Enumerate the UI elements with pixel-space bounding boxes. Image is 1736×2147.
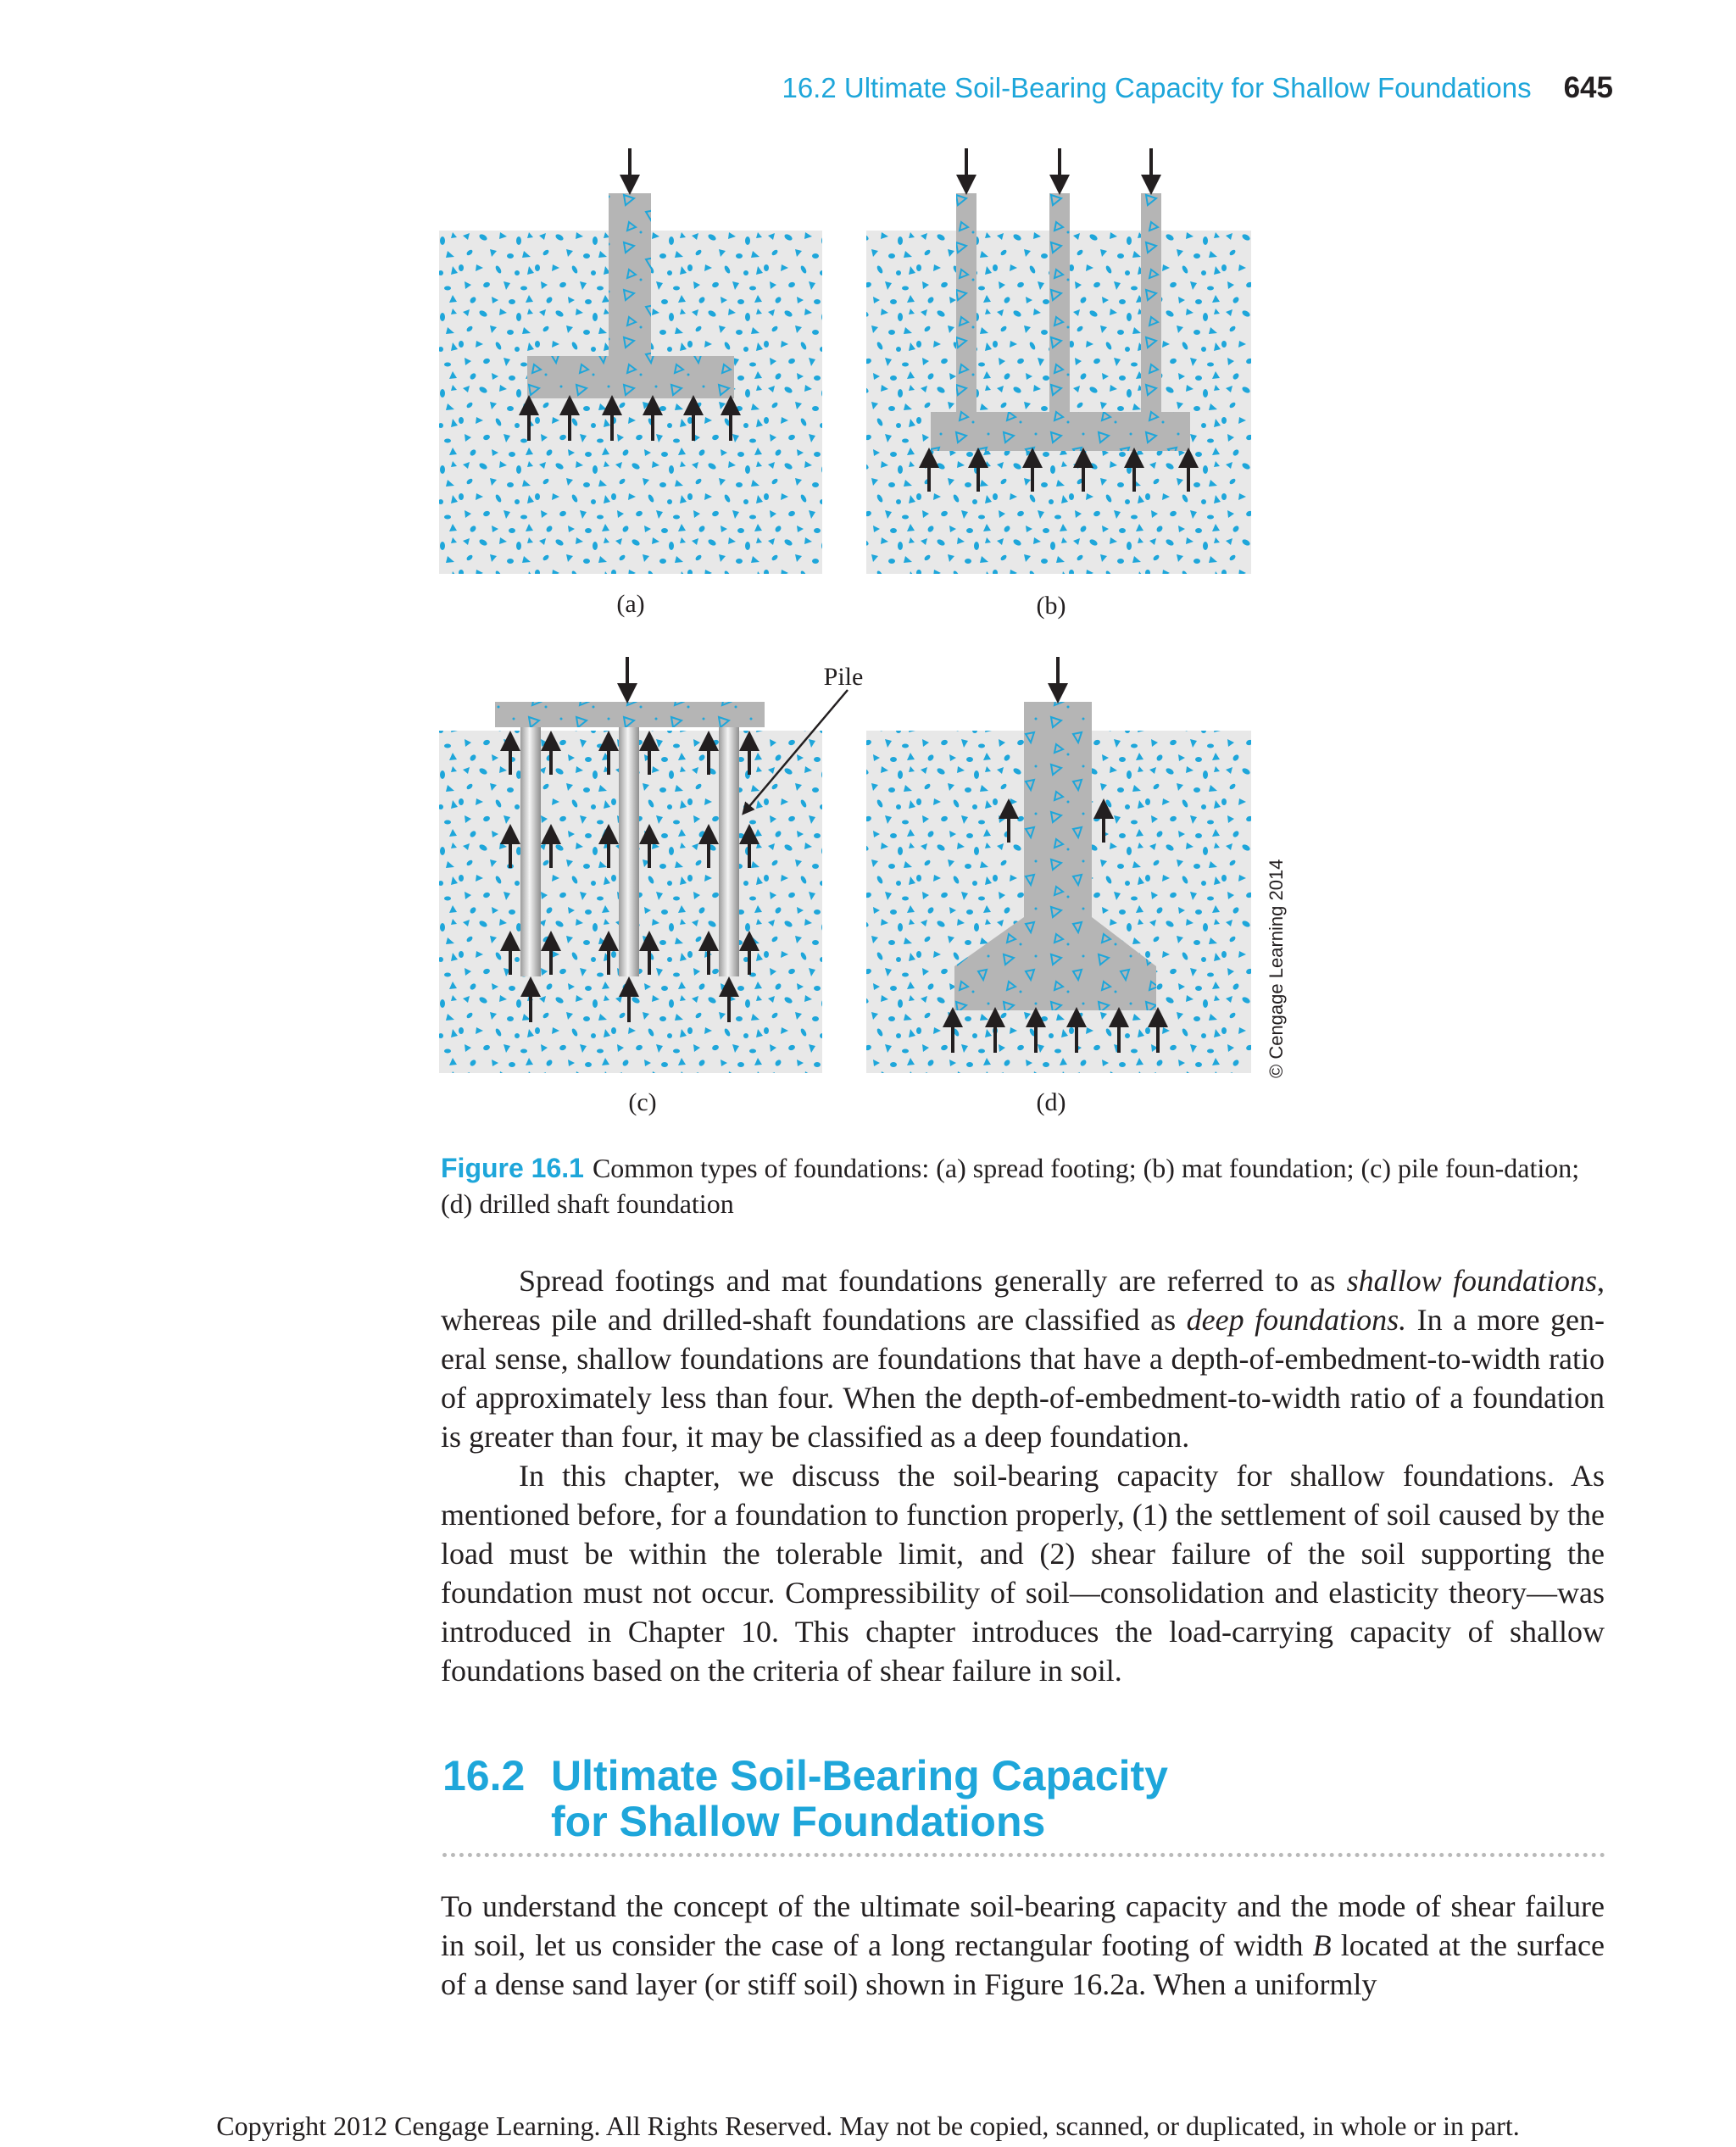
- panel-a-label: (a): [616, 590, 645, 618]
- section-heading: [442, 1753, 1612, 1844]
- panel-b-mat-foundation: [866, 148, 1251, 574]
- section-divider: [442, 1853, 1605, 1857]
- section-title-line-1: Ultimate Soil-Bearing Capacity: [551, 1752, 1168, 1799]
- section-title-line-2: for Shallow Foundations: [551, 1798, 1046, 1845]
- pile: [719, 726, 739, 976]
- paragraph-2: In this chapter, we discuss the soil-bearing capacity for shallow foundations. As mentioned before, for a foundation to function properly, (1) the settlement of soil caused by the load must be within the tolerable limit, and (2) shear failure of the soil supporting the foundation must not occur. Compressibility of soil—consolidation and elasticity theory—was introduced in Chapter 10. This chapter introduces the load-carrying capacity of shallow foundations based on the criteria of shear failure in soil.: [441, 1459, 1605, 1688]
- paragraph-3: [441, 1887, 1605, 2004]
- paragraph-3-text: To understand the concept of the ultimate soil-bearing capacity and the mode of shear failure in soil, let us consider the case of a long rectangular footing of width: [441, 1889, 1605, 1962]
- pile: [520, 726, 541, 976]
- paragraph-3-text: located at the surface of a dense sand layer (or stiff soil) shown in Figure 16.2a. When a uniformly: [441, 1928, 1605, 2001]
- paragraph-1-text: , whereas pile and drilled-shaft foundations are classified as: [441, 1264, 1605, 1337]
- page-number: 645: [1563, 71, 1613, 104]
- panel-a-spread-footing: [439, 148, 822, 574]
- running-head-title: 16.2 Ultimate Soil-Bearing Capacity for Shallow Foundations: [782, 72, 1532, 103]
- term-shallow-foundations: shallow foundations: [1346, 1264, 1597, 1298]
- figure-caption: [441, 1150, 1611, 1221]
- paragraph-1-text: Spread footings and mat foundations generally are referred to as: [519, 1264, 1347, 1298]
- pile-label: Pile: [823, 663, 864, 691]
- term-deep-foundations: deep foundations.: [1186, 1303, 1407, 1337]
- panel-c-pile-foundation: [439, 657, 863, 1073]
- column-load-arrows: [966, 148, 1151, 185]
- copyright-footer: Copyright 2012 Cengage Learning. All Rights Reserved. May not be copied, scanned, or duplicated, in whole or in part.: [216, 2111, 1520, 2141]
- panel-d-label: (d): [1036, 1088, 1066, 1116]
- pile: [619, 726, 639, 976]
- panel-d-drilled-shaft: [866, 657, 1251, 1073]
- figure-label: Figure 16.1: [441, 1153, 584, 1183]
- panel-b-label: (b): [1036, 592, 1066, 620]
- variable-B: B: [1312, 1928, 1332, 1962]
- paragraph-1-text: In a more gen-eral sense, shallow foundations are foundations that have a depth-of-embedment-to-width ratio of approximately less than four. When the depth-of-embedment-to-width ratio of a foundation is greater than four, it may be classified as a deep foundation.: [441, 1303, 1605, 1454]
- paragraph-1: [441, 1261, 1605, 1456]
- image-credit: © Cengage Learning 2014: [1266, 859, 1287, 1078]
- section-number: 16.2: [442, 1752, 526, 1799]
- panel-c-label: (c): [628, 1088, 657, 1116]
- figure-caption-text: Common types of foundations: (a) spread footing; (b) mat foundation; (c) pile foun-dation; (d) drilled shaft foundation: [441, 1153, 1580, 1219]
